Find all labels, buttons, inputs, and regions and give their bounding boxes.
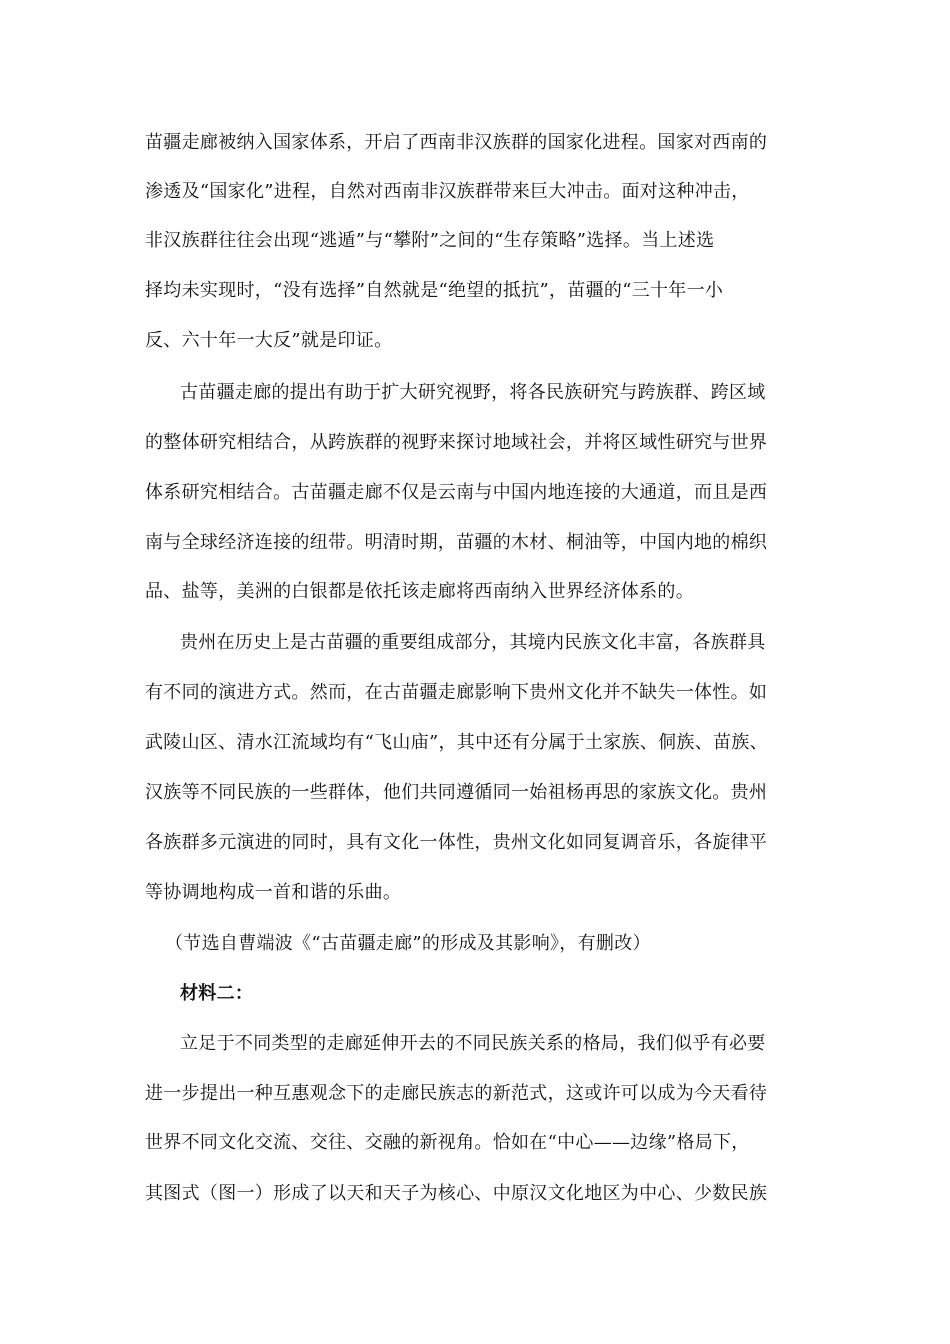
text-line-16: 等协调地构成一首和谐的乐曲。 xyxy=(145,882,402,903)
text-line-13: 武陵山区、清水江流域均有“飞山庙”，其中还有分属于土家族、侗族、苗族、 xyxy=(145,732,768,753)
text-line-2: 渗透及“国家化”进程，自然对西南非汉族群带来巨大冲击。面对这种冲击， xyxy=(145,181,750,202)
text-line-5: 反、六十年一大反”就是印证。 xyxy=(145,330,393,351)
text-line-9: 南与全球经济连接的纽带。明清时期，苗疆的木材、桐油等，中国内地的棉织 xyxy=(145,532,768,553)
text-line-3: 非汉族群往往会出现“逃遁”与“攀附”之间的“生存策略”选择。当上述选 xyxy=(145,230,715,251)
text-line-7: 的整体研究相结合，从跨族群的视野来探讨地域社会，并将区域性研究与世界 xyxy=(145,432,768,453)
text-line-10: 品、盐等，美洲的白银都是依托该走廊将西南纳入世界经济体系的。 xyxy=(145,581,694,602)
text-line-8: 体系研究相结合。古苗疆走廊不仅是云南与中国内地连接的大通道，而且是西 xyxy=(145,482,768,503)
text-line-14: 汉族等不同民族的一些群体，他们共同遵循同一始祖杨再思的家族文化。贵州 xyxy=(145,782,768,803)
text-line-20: 其图式（图一）形成了以天和天子为核心、中原汉文化地区为中心、少数民族 xyxy=(145,1183,768,1204)
source-citation: （节选自曹端波《“古苗疆走廊”的形成及其影响》，有删改） xyxy=(165,933,651,954)
text-line-6: 古苗疆走廊的提出有助于扩大研究视野，将各民族研究与跨族群、跨区域 xyxy=(180,382,766,403)
text-line-4: 择均未实现时，“没有选择”自然就是“绝望的抵抗”，苗疆的“三十年一小 xyxy=(145,280,724,301)
text-line-19: 世界不同文化交流、交往、交融的新视角。恰如在“中心——边缘”格局下， xyxy=(145,1132,750,1153)
text-line-17: 立足于不同类型的走廊延伸开去的不同民族关系的格局，我们似乎有必要 xyxy=(180,1033,766,1054)
text-line-11: 贵州在历史上是古苗疆的重要组成部分，其境内民族文化丰富，各族群具 xyxy=(180,632,766,653)
text-line-18: 进一步提出一种互惠观念下的走廊民族志的新范式，这或许可以成为今天看待 xyxy=(145,1083,768,1104)
text-line-12: 有不同的演进方式。然而，在古苗疆走廊影响下贵州文化并不缺失一体性。如 xyxy=(145,682,768,703)
text-line-15: 各族群多元演进的同时，具有文化一体性，贵州文化如同复调音乐，各旋律平 xyxy=(145,832,768,853)
section-heading-material-2: 材料二： xyxy=(180,983,254,1004)
text-line-1: 苗疆走廊被纳入国家体系，开启了西南非汉族群的国家化进程。国家对西南的 xyxy=(145,132,768,153)
